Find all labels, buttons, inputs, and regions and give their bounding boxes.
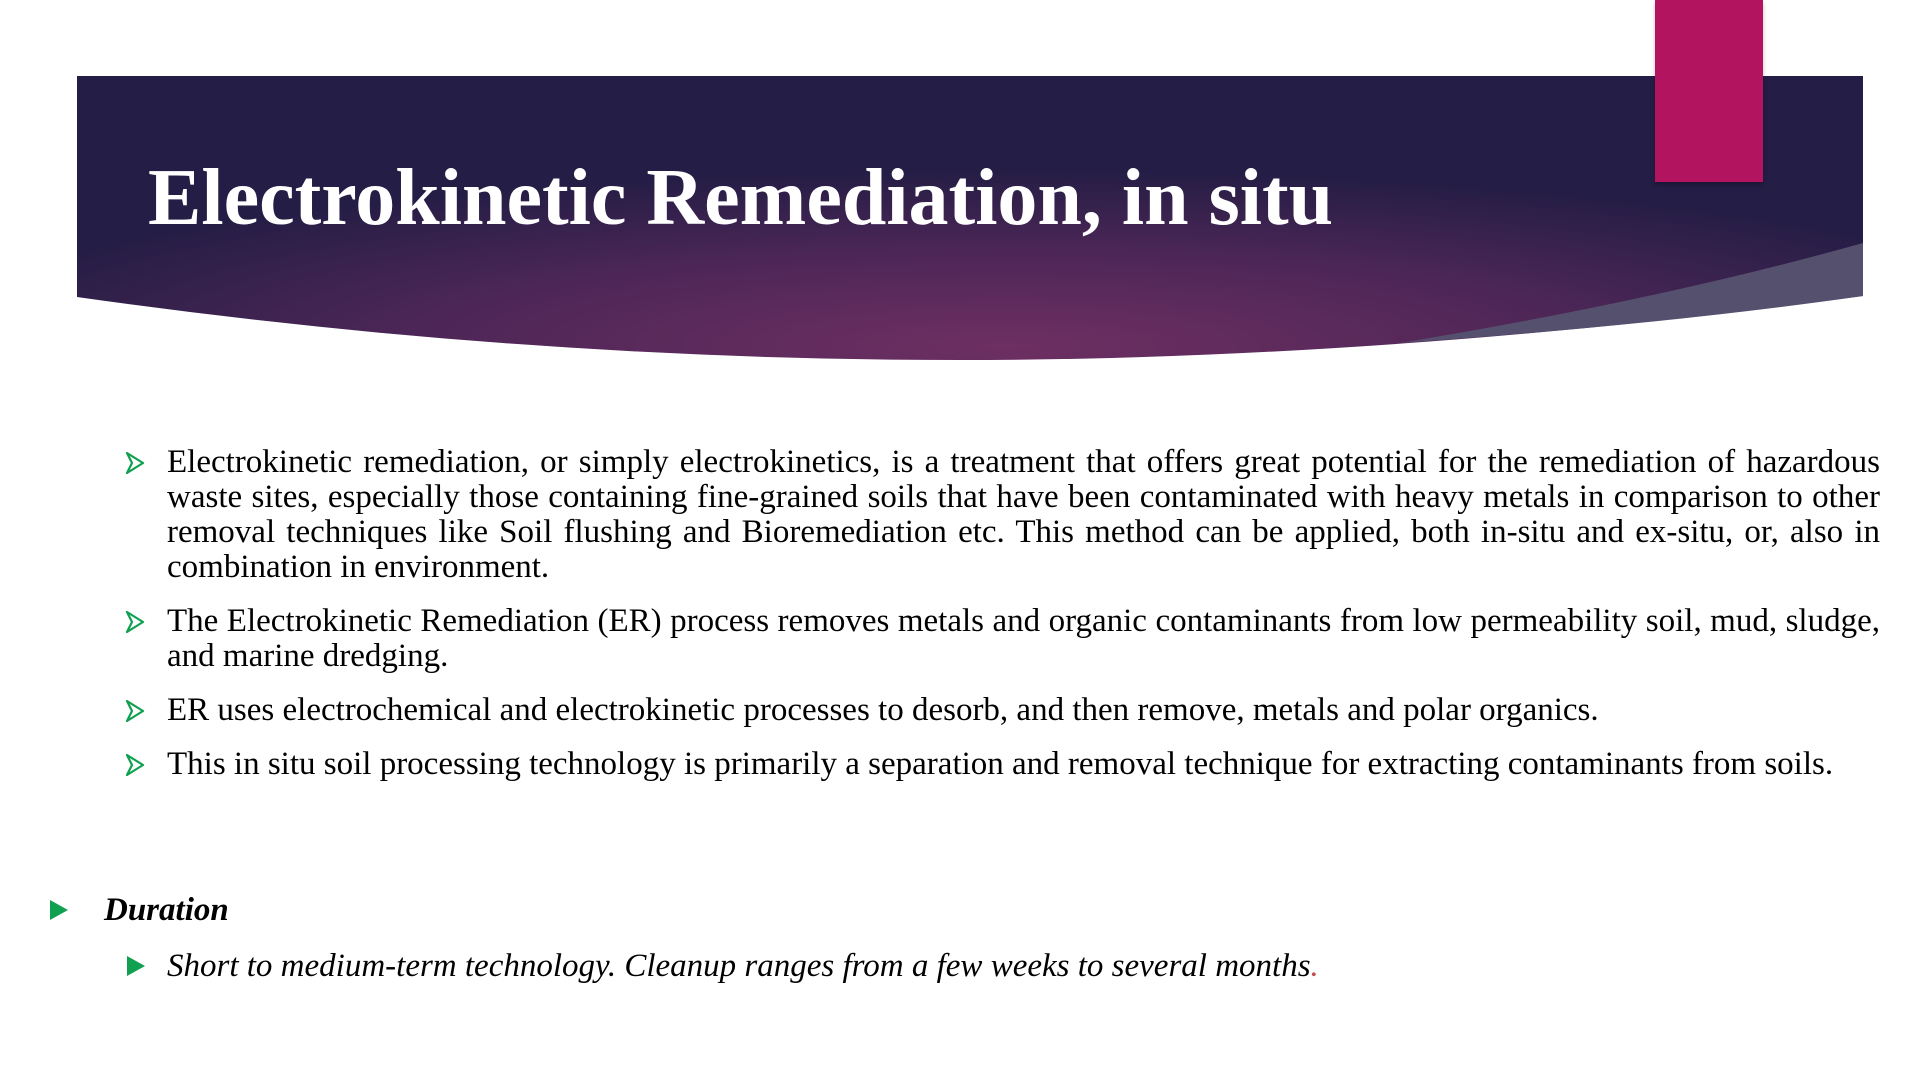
bullet-item <box>125 604 1880 674</box>
arrow-bullet-icon <box>125 452 145 474</box>
arrow-bullet-icon <box>125 754 145 776</box>
bullet-item <box>125 747 1880 782</box>
duration-detail <box>127 946 1319 986</box>
bullet-item <box>125 445 1880 585</box>
bullet-list <box>125 445 1880 801</box>
duration-detail-text: Short to medium-term technology. Cleanup ranges from a few weeks to several months <box>167 947 1311 984</box>
duration-detail-period: . <box>1310 947 1319 984</box>
arrow-bullet-icon <box>125 611 145 633</box>
bullet-text: The Electrokinetic Remediation (ER) process removes metals and organic contaminants from low permeability soil, mud, sludge, and marine dredging. <box>167 603 1880 674</box>
triangle-bullet-icon <box>127 956 145 976</box>
slide-title: Electrokinetic Remediation, in situ <box>148 154 1334 242</box>
duration-label: Duration <box>104 891 229 928</box>
bullet-item <box>125 693 1880 728</box>
bullet-text: Electrokinetic remediation, or simply electrokinetics, is a treatment that offers great potential for the remediation of hazardous waste sites, especially those containing fine-grained soils that have been contaminated with heavy metals in comparison to other removal techniques like Soil flushing and Bioremediation etc. This method can be applied, both in-situ and ex-situ, or, also in combination in environment. <box>167 444 1880 585</box>
duration-heading <box>50 890 229 930</box>
triangle-bullet-icon <box>50 900 68 920</box>
bullet-text: ER uses electrochemical and electrokinetic processes to desorb, and then remove, metals and polar organics. <box>167 692 1599 728</box>
bullet-text: This in situ soil processing technology is primarily a separation and removal technique for extracting contaminants from soils. <box>167 746 1834 782</box>
arrow-bullet-icon <box>125 700 145 722</box>
accent-tab <box>1655 0 1763 182</box>
